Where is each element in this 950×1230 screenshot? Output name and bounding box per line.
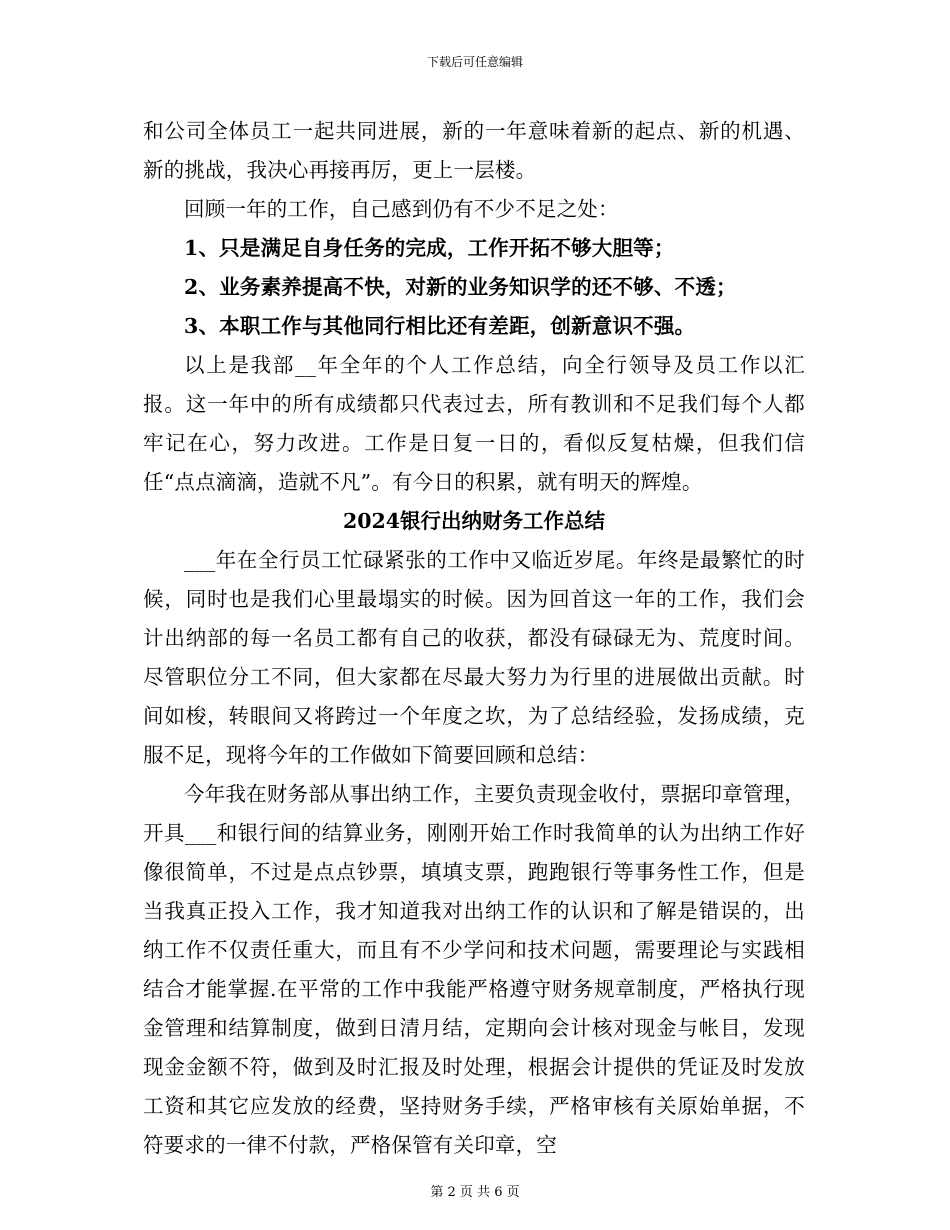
list-item-shortcoming-3: 3、本职工作与其他同行相比还有差距，创新意识不强。 bbox=[184, 314, 696, 338]
list-item-shortcoming-1: 1、只是满足自身任务的完成，工作开拓不够大胆等； bbox=[184, 236, 675, 260]
paragraph-review: 回顾一年的工作，自己感到仍有不少不足之处： bbox=[184, 197, 619, 221]
list-item-shortcoming-2: 2、业务素养提高不快，对新的业务知识学的还不够、不透； bbox=[184, 275, 737, 299]
page-number: 第 2 页 共 6 页 bbox=[430, 1185, 520, 1200]
paragraph-year-end: ___年在全行员工忙碌紧张的工作中又临近岁尾。年终是最繁忙的时候，同时也是我们心里最塌实的时候。因为回首这一年的工作，我们会计出纳部的每一名员工都有自己的收获，都没有碌碌无为、荒度时间。尽管职位分工不同，但大家都在尽最大努力为行里的进展做出贡献。时间如梭，转眼间又将跨过一个年度之坎，为了总结经验，发扬成绩，克服不足，现将今年的工作做如下简要回顾和总结： bbox=[143, 548, 805, 767]
section-title: 2024银行出纳财务工作总结 bbox=[342, 509, 606, 533]
paragraph-cashier-work: 今年我在财务部从事出纳工作，主要负责现金收付，票据印章管理，开具___和银行间的结算业务，刚刚开始工作时我简单的认为出纳工作好像很简单，不过是点点钞票，填填支票，跑跑银行等事务性工作，但是当我真正投入工作，我才知道我对出纳工作的认识和了解是错误的，出纳工作不仅责任重大，而且有不少学问和技术问题，需要理论与实践相结合才能掌握.在平常的工作中我能严格遵守财务规章制度，严格执行现金管理和结算制度，做到日清月结，定期向会计核对现金与帐目，发现现金金额不符，做到及时汇报及时处理，根据会计提供的凭证及时发放工资和其它应发放的经费，坚持财务手续，严格审核有关原始单据，不符要求的一律不付款，严格保管有关印章，空 bbox=[143, 782, 805, 1157]
paragraph-conclusion: 以上是我部__年全年的个人工作总结，向全行领导及员工作以汇报。这一年中的所有成绩都只代表过去，所有教训和不足我们每个人都牢记在心，努力改进。工作是日复一日的，看似反复枯燥，但我们信任“点点滴滴，造就不凡”。有今日的积累，就有明天的辉煌。 bbox=[143, 353, 805, 494]
paragraph-intro-continued: 和公司全体员工一起共同进展，新的一年意味着新的起点、新的机遇、新的挑战，我决心再接再厉，更上一层楼。 bbox=[143, 119, 805, 182]
header-note: 下载后可任意编辑 bbox=[426, 55, 523, 69]
document-body bbox=[143, 112, 805, 1165]
